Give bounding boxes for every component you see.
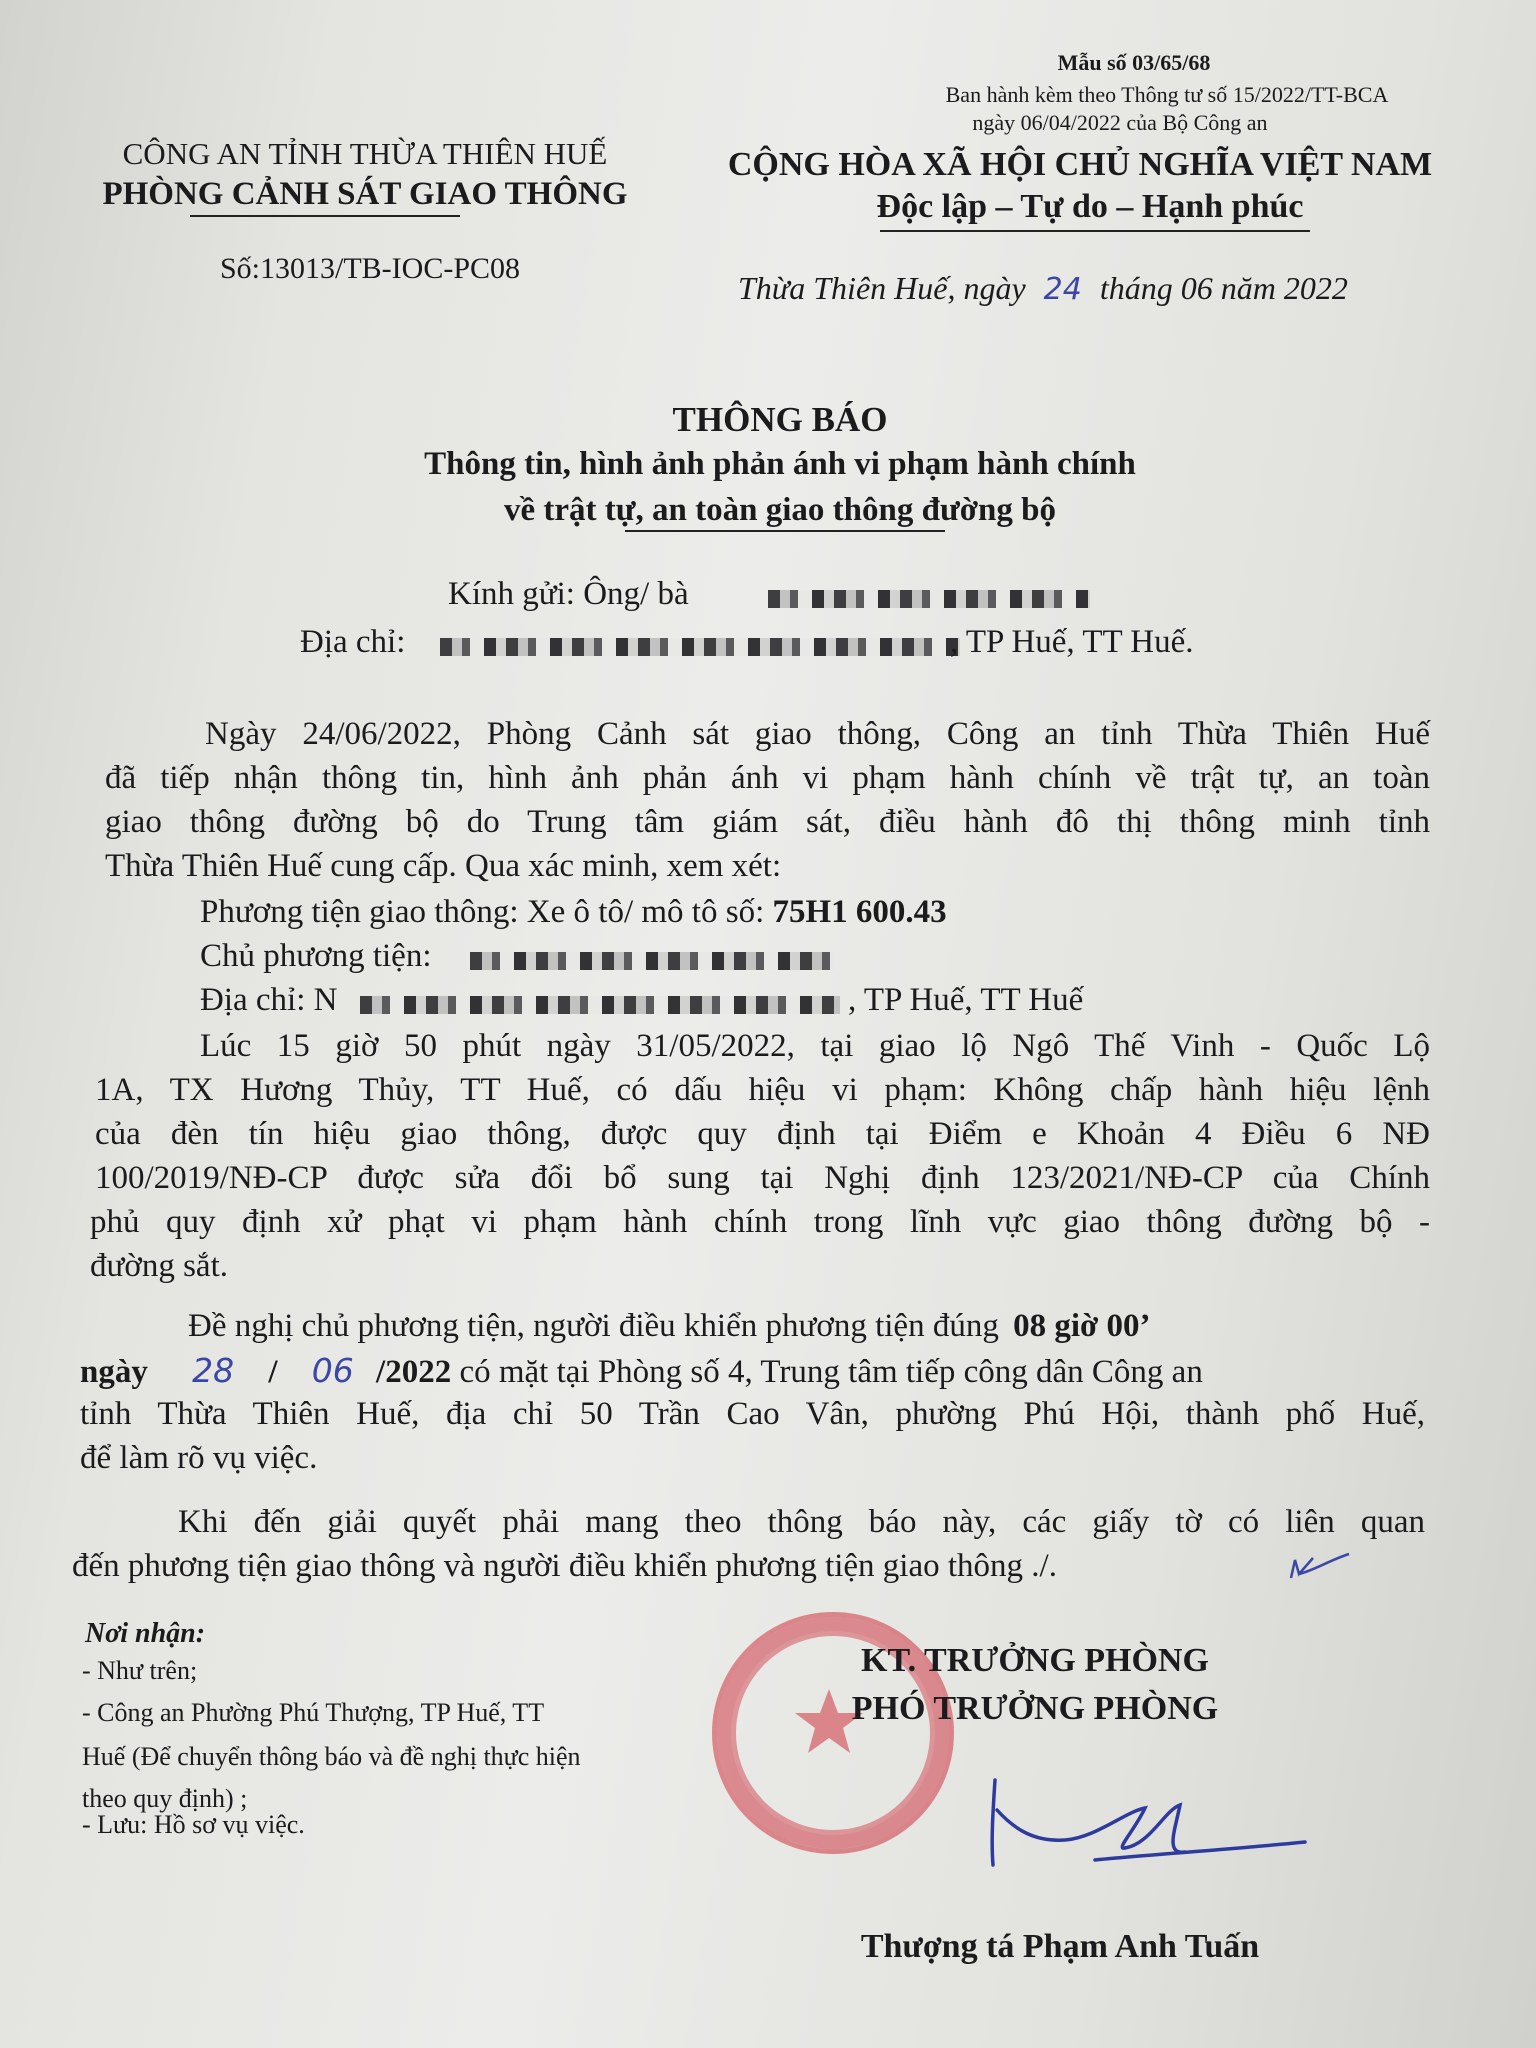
appointment-year: /2022 [376, 1354, 452, 1390]
recipients-title: Nơi nhận: [85, 1618, 206, 1649]
paragraph-intro-line-4: Thừa Thiên Huế cung cấp. Qua xác minh, xem xét: [105, 848, 782, 884]
appointment-time: 08 giờ 00’ [1013, 1308, 1151, 1344]
owner-address-tail: , TP Huế, TT Huế [848, 982, 1084, 1018]
department-name: PHÒNG CẢNH SÁT GIAO THÔNG [102, 176, 628, 212]
appointment-month-handwritten: 06 [311, 1351, 354, 1390]
owner-address-label: Địa chỉ: N [200, 982, 338, 1018]
recipients-item-1: - Như trên; [82, 1656, 198, 1685]
recipients-item-2-line-2: Huế (Để chuyển thông báo và đề nghị thực hiện [82, 1742, 581, 1771]
form-code: Mẫu số 03/65/68 [1057, 50, 1211, 75]
vehicle-label: Phương tiện giao thông: Xe ô tô/ mô tô số: [200, 894, 765, 930]
request-line-1 [188, 1310, 1151, 1343]
form-issued-line2: ngày 06/04/2022 của Bộ Công an [972, 110, 1268, 135]
redacted-recipient-name [768, 590, 1090, 608]
recipients-item-2-line-3: theo quy định) ; [82, 1784, 248, 1813]
redacted-owner-address [360, 996, 840, 1014]
closing-line-2: đến phương tiện giao thông và người điều khiển phương tiện giao thông ./. [72, 1548, 1057, 1584]
date-prefix: Thừa Thiên Huế, ngày [738, 270, 1026, 306]
motto-underline [880, 230, 1310, 232]
date-day-handwritten: 24 [1043, 272, 1082, 307]
date-suffix: tháng 06 năm 2022 [1099, 270, 1348, 306]
violation-line-4: 100/2019/NĐ-CP được sửa đổi bổ sung tại Nghị định 123/2021/NĐ-CP của Chính [95, 1160, 1430, 1196]
subtitle-underline [625, 530, 945, 532]
violation-line-1: Lúc 15 giờ 50 phút ngày 31/05/2022, tại giao lộ Ngô Thế Vinh - Quốc Lộ [200, 1028, 1430, 1064]
handwritten-signature [975, 1770, 1315, 1880]
document-number: Số:13013/TB-IOC-PC08 [219, 252, 521, 285]
notice-subtitle-2: về trật tự, an toàn giao thông đường bộ [503, 492, 1056, 528]
national-motto: Độc lập – Tự do – Hạnh phúc [876, 188, 1304, 225]
request-line-3: tỉnh Thừa Thiên Huế, địa chỉ 50 Trần Cao Vân, phường Phú Hội, thành phố Huế, [80, 1396, 1425, 1432]
signature-title-1: KT. TRƯỞNG PHÒNG [861, 1642, 1209, 1679]
request-text: Đề nghị chủ phương tiện, người điều khiển phương tiện đúng [188, 1308, 999, 1344]
recipient-address-label: Địa chỉ: [300, 624, 406, 660]
vehicle-info [200, 896, 947, 929]
document-date [738, 272, 1348, 305]
violation-line-6: đường sắt. [90, 1248, 228, 1284]
notice-title: THÔNG BÁO [672, 400, 888, 439]
request-line-2-tail: có mặt tại Phòng số 4, Trung tâm tiếp công dân Công an [459, 1354, 1203, 1390]
redacted-recipient-address [440, 638, 960, 656]
appointment-day-handwritten: 28 [192, 1351, 235, 1390]
closing-line-1: Khi đến giải quyết phải mang theo thông báo này, các giấy tờ có liên quan [178, 1504, 1425, 1540]
recipients-item-2-line-1: - Công an Phường Phú Thượng, TP Huế, TT [82, 1698, 545, 1727]
recipient-label: Kính gửi: Ông/ bà [448, 576, 689, 612]
request-line-4: để làm rõ vụ việc. [80, 1440, 318, 1476]
notice-subtitle-1: Thông tin, hình ảnh phản ánh vi phạm hành chính [424, 446, 1136, 482]
department-underline [190, 215, 460, 217]
appointment-separator: / [268, 1354, 278, 1390]
form-issued-line1: Ban hành kèm theo Thông tư số 15/2022/TT-BCA [945, 82, 1389, 107]
paragraph-intro-line-2: đã tiếp nhận thông tin, hình ảnh phản ánh vi phạm hành chính về trật tự, an toàn [105, 760, 1430, 796]
paragraph-intro-line-1: Ngày 24/06/2022, Phòng Cảnh sát giao thông, Công an tỉnh Thừa Thiên Huế [205, 716, 1430, 752]
signature-title-2: PHÓ TRƯỞNG PHÒNG [851, 1690, 1219, 1727]
recipients-item-3: - Lưu: Hồ sơ vụ việc. [82, 1810, 305, 1839]
vehicle-plate: 75H1 600.43 [772, 894, 947, 930]
nation-title: CỘNG HÒA XÃ HỘI CHỦ NGHĨA VIỆT NAM [727, 146, 1433, 183]
initial-mark [1285, 1548, 1355, 1588]
violation-line-3: của đèn tín hiệu giao thông, được quy định tại Điểm e Khoản 4 Điều 6 NĐ [95, 1116, 1430, 1152]
recipient-address-tail: , TP Huế, TT Huế. [950, 624, 1194, 660]
owner-label: Chủ phương tiện: [200, 938, 432, 974]
appointment-day-label: ngày [80, 1354, 148, 1390]
redacted-owner-name [470, 952, 835, 970]
violation-line-5: phủ quy định xử phạt vi phạm hành chính trong lĩnh vực giao thông đường bộ - [90, 1204, 1430, 1240]
paragraph-intro-line-3: giao thông đường bộ do Trung tâm giám sát, điều hành đô thị thông minh tỉnh [105, 804, 1430, 840]
violation-line-2: 1A, TX Hương Thủy, TT Huế, có dấu hiệu vi phạm: Không chấp hành hiệu lệnh [95, 1072, 1430, 1108]
signer-name: Thượng tá Phạm Anh Tuấn [860, 1928, 1260, 1965]
agency-name: CÔNG AN TỈNH THỪA THIÊN HUẾ [122, 136, 608, 171]
request-line-2 [80, 1351, 1203, 1390]
